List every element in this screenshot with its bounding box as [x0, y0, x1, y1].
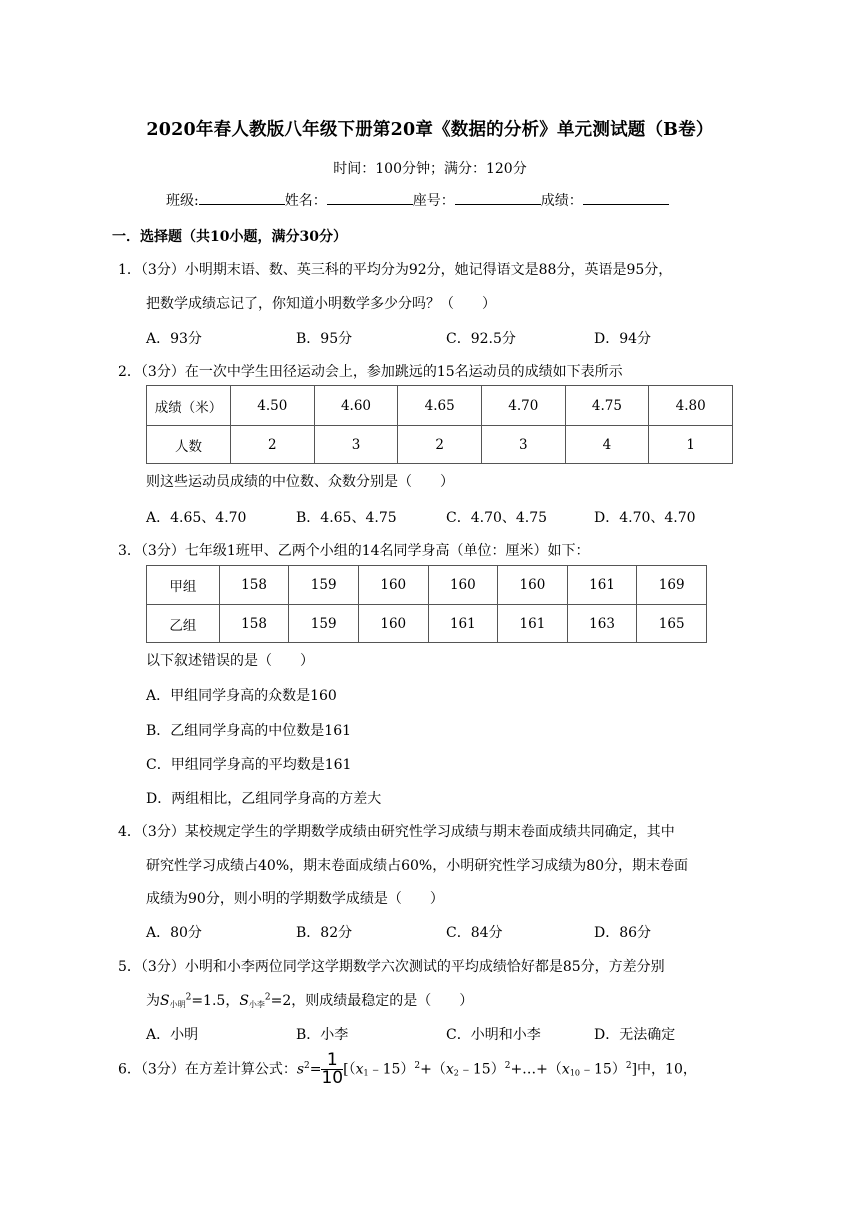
table-cell: 乙组: [147, 605, 220, 643]
q5-text: =1.5，: [191, 993, 240, 1009]
seat-blank: [455, 190, 541, 205]
table-cell: 4.80: [649, 386, 733, 426]
q3-line1: 3．（3分）七年级1班甲、乙两个小组的14名同学身高（单位：厘米）如下：: [118, 543, 590, 559]
table-row: [147, 566, 707, 605]
q5-line2: [146, 990, 473, 1010]
q1-line1: 1．（3分）小明期末语、数、英三科的平均分为92分，她记得语文是88分，英语是95分，: [118, 262, 673, 278]
table-cell: 4.50: [231, 386, 315, 426]
q4-line1: 4．（3分）某校规定学生的学期数学成绩由研究性学习成绩与期末卷面成绩共同确定，其中: [118, 824, 675, 840]
table-cell: 人数: [147, 426, 231, 464]
table-cell: 1: [649, 426, 733, 464]
q1-line2: 把数学成绩忘记了，你知道小明数学多少分吗？（ ）: [146, 296, 496, 312]
superscript: 2: [414, 1060, 421, 1071]
variance-symbol: S: [160, 993, 170, 1009]
section-heading: 一．选择题（共10小题，满分30分）: [112, 229, 347, 245]
q4-option-d: D．86分: [594, 925, 652, 941]
table-cell: 160: [428, 566, 498, 605]
q3-option-d: D．两组相比，乙组同学身高的方差大: [146, 791, 382, 807]
table-cell: 158: [219, 605, 289, 643]
table-cell: 4.70: [481, 386, 565, 426]
superscript: 2: [304, 1060, 310, 1071]
q6-text: [（: [343, 1061, 356, 1078]
q2-line2: 则这些运动员成绩的中位数、众数分别是（ ）: [146, 474, 454, 490]
table-row: [147, 605, 707, 643]
subscript: 1: [363, 1068, 369, 1078]
q5-line1: 5．（3分）小明和小李两位同学这学期数学六次测试的平均成绩恰好都是85分，方差分别: [118, 959, 665, 975]
table-cell: 2: [398, 426, 482, 464]
q4-line3: 成绩为90分，则小明的学期数学成绩是（ ）: [146, 891, 444, 907]
table-cell: 4.65: [398, 386, 482, 426]
subscript-xiaoli: 小李: [248, 1000, 265, 1009]
q3-line2: 以下叙述错误的是（ ）: [146, 653, 314, 669]
table-cell: 169: [637, 566, 707, 605]
q6-text: ﹣15）: [368, 1061, 415, 1078]
table-cell: 159: [289, 566, 359, 605]
table-cell: 4.75: [565, 386, 649, 426]
q4-option-c: C．84分: [446, 925, 503, 941]
table-cell: 161: [567, 566, 637, 605]
superscript: 2: [185, 992, 192, 1003]
q1-option-a: A．93分: [146, 331, 202, 347]
q4-line2: 研究性学习成绩占40%，期末卷面成绩占60%，小明研究性学习成绩为80分，期末卷面: [146, 858, 689, 874]
superscript: 2: [264, 992, 271, 1003]
fraction: [321, 1052, 343, 1087]
table-cell: 4.60: [314, 386, 398, 426]
q2-option-b: B．4.65、4.75: [296, 510, 397, 526]
table-cell: 3: [314, 426, 398, 464]
q5-option-c: C．小明和小李: [446, 1027, 541, 1043]
q3-table: [146, 565, 707, 643]
table-cell: 163: [567, 605, 637, 643]
q5-option-b: B．小李: [296, 1027, 349, 1043]
q2-option-a: A．4.65、4.70: [146, 510, 247, 526]
student-info-line: [166, 190, 669, 210]
q2-table: [146, 385, 733, 464]
q1-option-d: D．94分: [594, 331, 652, 347]
name-blank: [327, 190, 413, 205]
q2-line1: 2．（3分）在一次中学生田径运动会上，参加跳远的15名运动员的成绩如下表所示: [118, 364, 623, 380]
subscript-xiaoming: 小明: [169, 1000, 186, 1009]
class-label: 班级:: [166, 193, 199, 209]
table-cell: 3: [481, 426, 565, 464]
subscript: 10: [569, 1068, 581, 1078]
variance-symbol: s: [296, 1061, 305, 1078]
page-title: 2020年春人教版八年级下册第20章《数据的分析》单元测试题（B卷）: [146, 120, 714, 140]
exam-time-info: 时间：100分钟；满分：120分: [333, 161, 527, 177]
superscript: 2: [504, 1060, 511, 1071]
q6-text: ]中，10，: [631, 1061, 697, 1078]
subscript: 2: [453, 1068, 459, 1078]
table-row: [147, 426, 733, 464]
seat-label: 座号：: [412, 193, 455, 209]
q6-text: ﹣15）: [580, 1061, 626, 1078]
variance-symbol: S: [239, 993, 249, 1009]
q3-option-c: C．甲组同学身高的平均数是161: [146, 757, 352, 773]
q5-text: =2，则成绩最稳定的是（ ）: [270, 993, 474, 1009]
table-cell: 甲组: [147, 566, 220, 605]
table-cell: 成绩（米）: [147, 386, 231, 426]
table-cell: 158: [219, 566, 289, 605]
q2-option-d: D．4.70、4.70: [594, 510, 696, 526]
table-cell: 161: [498, 605, 568, 643]
superscript: 2: [625, 1060, 632, 1071]
variable-x: x: [355, 1061, 364, 1078]
q2-option-c: C．4.70、4.75: [446, 510, 548, 526]
class-blank: [199, 190, 285, 205]
q5-text: 为: [146, 993, 160, 1009]
q6-text: +…+（: [510, 1061, 562, 1078]
score-blank: [583, 190, 669, 205]
table-cell: 160: [358, 566, 428, 605]
q5-option-d: D．无法确定: [594, 1027, 676, 1043]
fraction-numerator: 1: [321, 1052, 343, 1070]
q1-option-c: C．92.5分: [446, 331, 516, 347]
variable-x: x: [561, 1061, 570, 1078]
q4-option-b: B．82分: [296, 925, 353, 941]
table-row: [147, 386, 733, 426]
table-cell: 161: [428, 605, 498, 643]
q3-option-b: B．乙组同学身高的中位数是161: [146, 723, 352, 739]
q6-text: =: [309, 1061, 322, 1078]
q1-option-b: B．95分: [296, 331, 353, 347]
q5-option-a: A．小明: [146, 1027, 199, 1043]
name-label: 姓名：: [284, 193, 327, 209]
q6-line1: [118, 1052, 697, 1087]
fraction-denominator: 10: [321, 1068, 344, 1088]
q4-option-a: A．80分: [146, 925, 202, 941]
table-cell: 2: [231, 426, 315, 464]
score-label: 成绩：: [540, 193, 583, 209]
q6-text: ﹣15）: [458, 1061, 505, 1078]
q6-text: 6．（3分）在方差计算公式：: [118, 1061, 297, 1078]
table-cell: 4: [565, 426, 649, 464]
table-cell: 165: [637, 605, 707, 643]
q3-option-a: A．甲组同学身高的众数是160: [146, 688, 337, 704]
table-cell: 160: [358, 605, 428, 643]
table-cell: 160: [498, 566, 568, 605]
table-cell: 159: [289, 605, 359, 643]
variable-x: x: [445, 1061, 454, 1078]
q6-text: +（: [420, 1061, 446, 1078]
